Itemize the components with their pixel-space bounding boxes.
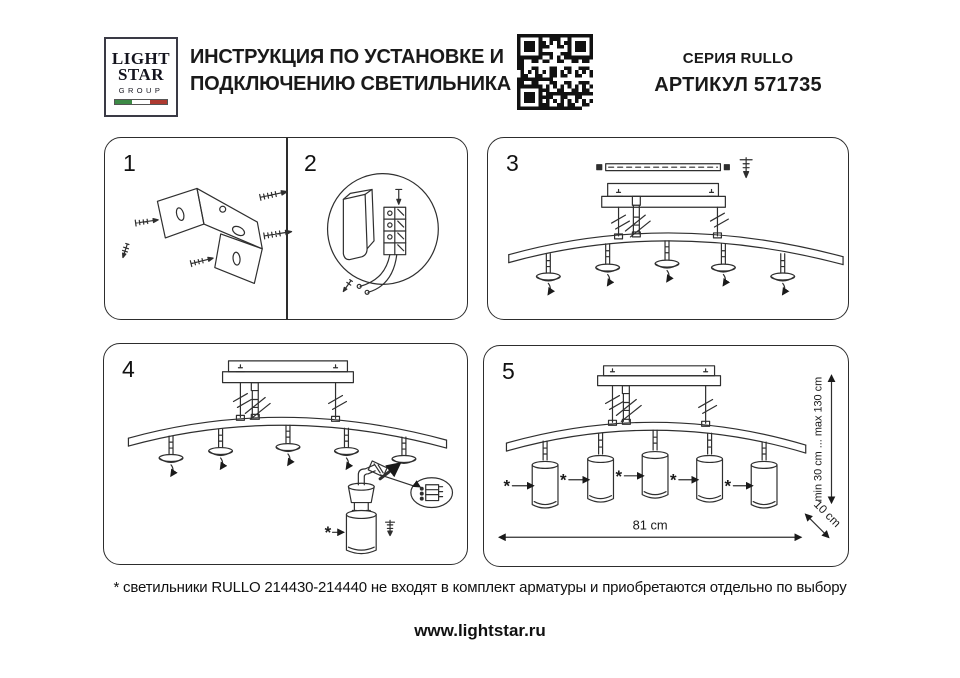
- screw-icon: [386, 520, 395, 535]
- wires: [357, 255, 397, 295]
- svg-text:min 30 cm ... max 130 cm: min 30 cm ... max 130 cm: [812, 376, 825, 502]
- title-line-2: ПОДКЛЮЧЕНИЮ СВЕТИЛЬНИКА: [190, 73, 512, 95]
- asterisk-marker: *: [324, 523, 332, 543]
- step2-wiring-diagram: [105, 138, 467, 319]
- svg-text:81 cm: 81 cm: [632, 517, 668, 533]
- connector-assembly: [358, 461, 398, 485]
- flag-red: [150, 100, 167, 104]
- screw-icon: [396, 189, 402, 204]
- article-number: АРТИКУЛ 571735: [654, 74, 822, 96]
- screw-icon: [740, 158, 752, 178]
- suspension-rods: [233, 383, 346, 422]
- ceiling-plate: [223, 361, 354, 391]
- terminal-detail-magnifier: [380, 475, 452, 508]
- drill-template: [597, 164, 730, 171]
- dimension-depth: [806, 497, 844, 537]
- ceiling-plate: [598, 366, 721, 394]
- logo-word-star: STAR: [117, 65, 165, 84]
- step-5-number: 5: [502, 358, 515, 384]
- svg-text:10 cm: 10 cm: [811, 497, 844, 531]
- step-2-number: 2: [304, 150, 317, 176]
- qr-code-icon: [517, 32, 593, 112]
- step-4-number: 4: [122, 356, 135, 382]
- lightstar-logo: [104, 37, 178, 117]
- dimension-height: [813, 376, 832, 503]
- screw-icon: [341, 279, 353, 293]
- qr-code-icon: [517, 32, 593, 112]
- flag-white: [132, 100, 149, 104]
- series-label: СЕРИЯ RULLO: [682, 50, 794, 67]
- lamp-socket: [348, 483, 374, 510]
- detail-circle: [328, 174, 439, 285]
- curved-arm-bar: [509, 233, 843, 265]
- lamp-cylinder: [346, 510, 376, 553]
- flag-green: [115, 100, 132, 104]
- step-3-panel: [487, 137, 849, 320]
- product-info: [618, 50, 858, 97]
- step3-mounting-diagram: [488, 138, 848, 319]
- footnote: * светильники RULLO 214430-214440 не входят в комплект арматуры и приобретаются отдельно по выбору: [113, 579, 847, 596]
- title-line-1: ИНСТРУКЦИЯ ПО УСТАНОВКЕ И: [190, 46, 504, 68]
- wall-plate: [343, 189, 374, 259]
- step-5-panel: [483, 345, 849, 567]
- step-4-panel: [103, 343, 468, 565]
- terminal-block: [384, 207, 406, 254]
- svg-text:*: *: [669, 470, 677, 490]
- logo-word-group: GROUP: [118, 86, 164, 95]
- page-title: [190, 44, 520, 98]
- logo-word-light: LIGHT: [111, 49, 171, 68]
- svg-text:*: *: [615, 466, 623, 486]
- italian-flag-bar: [114, 99, 168, 105]
- steps-1-2-panel: [104, 137, 468, 320]
- svg-text:*: *: [559, 470, 567, 490]
- lamp-shades: [532, 430, 777, 508]
- step-1-number: 1: [123, 150, 136, 176]
- asterisk-markers: [503, 467, 752, 496]
- svg-text:*: *: [503, 476, 511, 496]
- lamp-holders: [536, 241, 794, 294]
- website-url: www.lightstar.ru: [414, 621, 546, 640]
- step4-lamp-connection-diagram: [104, 344, 467, 564]
- step5-assembled-diagram: [484, 346, 848, 566]
- dimension-width: [500, 517, 801, 537]
- ceiling-plate: [602, 183, 726, 207]
- step-3-number: 3: [506, 150, 519, 176]
- svg-text:*: *: [724, 476, 732, 496]
